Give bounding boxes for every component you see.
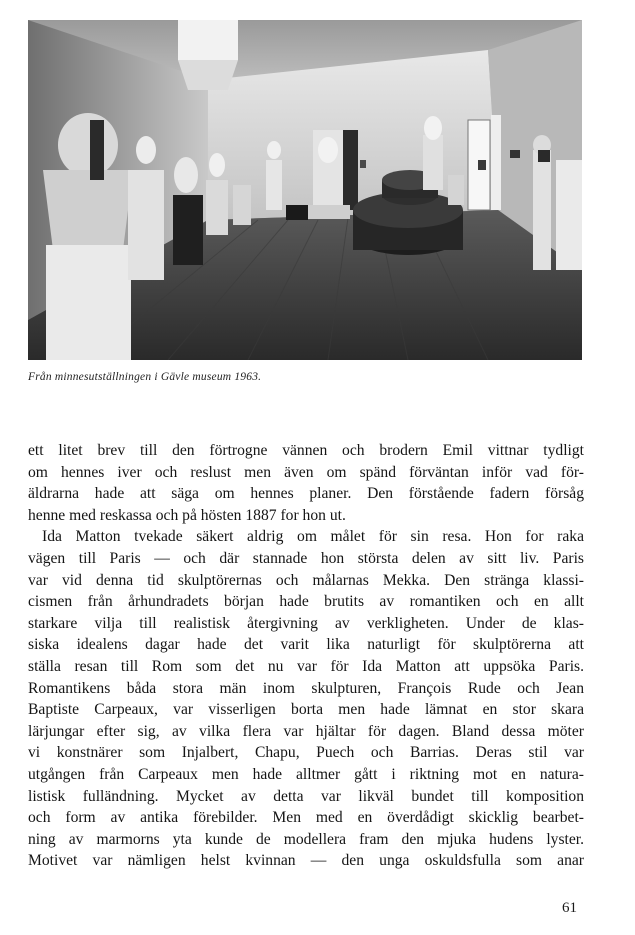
photo-caption: Från minnesutställningen i Gävle museum 1963.	[28, 371, 262, 383]
text-line: om hennes iver och reslust men även om spänd förväntan inför vad för-	[28, 463, 584, 481]
text-line: starkare vilja till realistisk återgivning av verkligheten. Under de klas-	[28, 614, 584, 632]
article-body	[28, 440, 584, 872]
text-line: Ida Matton tvekade säkert aldrig om målet för sin resa. Hon for raka	[42, 528, 584, 546]
text-line: Romantikens båda stora män inom skulpturen, François Rude och Jean	[28, 679, 584, 697]
paragraph-1	[28, 440, 584, 526]
page-number: 61	[562, 900, 577, 916]
text-line: Motivet var nämligen helst kvinnan — den unga oskuldsfulla som anar	[28, 852, 584, 870]
text-line: vägen till Paris — och där stannade hon största delen av sitt liv. Paris	[28, 549, 584, 567]
text-line: henne med reskassa och på hösten 1887 for hon ut.	[28, 506, 346, 524]
text-line: Baptiste Carpeaux, var visserligen borta men hade lämnat en stor skara	[28, 701, 584, 719]
text-line: och form av antika förebilder. Men med en överdådigt skicklig bearbet-	[28, 809, 584, 827]
text-line: var vid denna tid skulptörernas och målarnas Mekka. Den stränga klassi-	[28, 571, 584, 589]
text-line: äldrarna hade att säga om hennes planer. Den förstående fadern försåg	[28, 485, 584, 503]
text-line: vi konstnärer som Injalbert, Chapu, Puech och Barrias. Deras stil var	[28, 744, 584, 762]
text-line: utgången från Carpeaux men hade alltmer gått i riktning mot en natura-	[28, 765, 584, 783]
text-line: siska idealens dagar hade det varit lika naturligt för skulptörerna att	[28, 636, 584, 654]
text-line: ett litet brev till den förtrogne vännen och brodern Emil vittnar tydligt	[28, 442, 584, 459]
text-line: ställa resan till Rom som det nu var för Ida Matton att uppsöka Paris.	[28, 657, 584, 675]
paragraph-2	[28, 526, 584, 872]
text-line: cismen från århundradets början hade brutits av romantiken och en allt	[28, 593, 584, 611]
museum-gallery-photo	[28, 20, 582, 360]
text-line: lärjungar efter sig, av vilka flera var hjältar för dagen. Bland dessa möter	[28, 722, 584, 740]
text-line: listisk fulländning. Mycket av detta var likväl bundet till komposition	[28, 787, 584, 805]
text-line: ning av marmorns yta kunde de modellera fram den mjuka hudens lyster.	[28, 830, 584, 848]
